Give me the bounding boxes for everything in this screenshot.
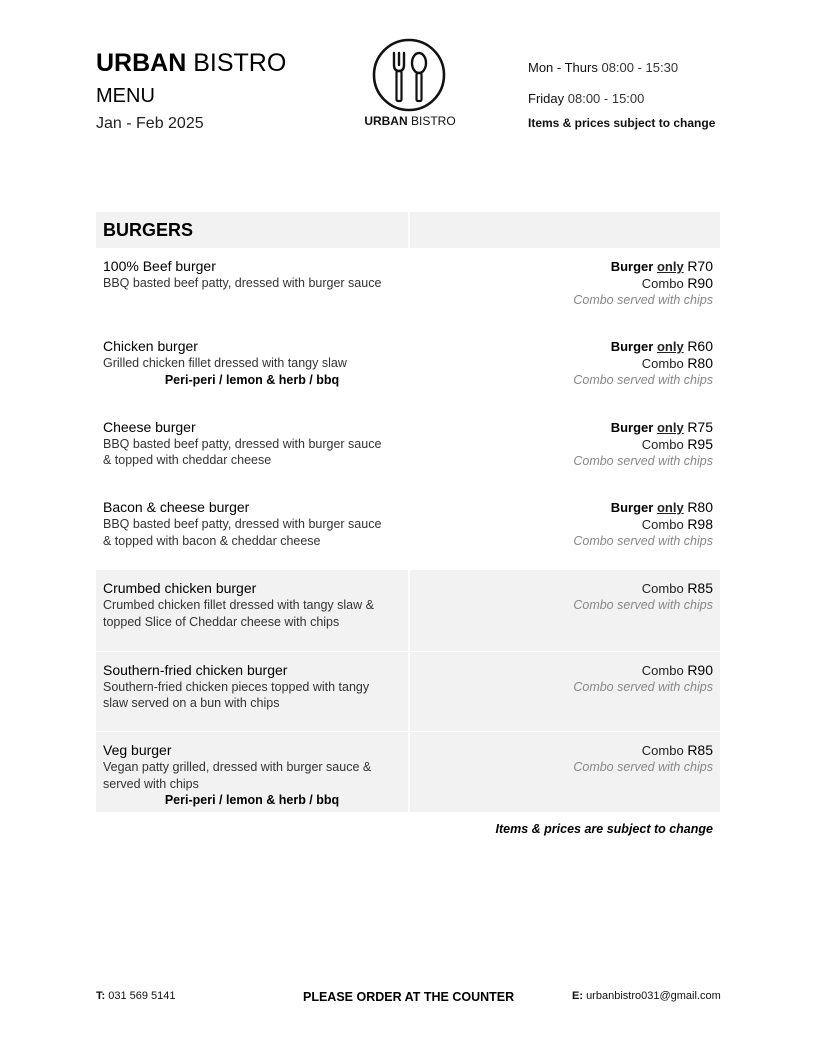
menu-item-row: [96, 248, 720, 328]
hours-time: 08:00 - 15:30: [601, 60, 679, 75]
menu-item-description: Vegan patty grilled, dressed with burger sauce &: [103, 760, 372, 775]
combo-price-line: [415, 275, 713, 292]
table-price-note: Items & prices are subject to change: [495, 822, 713, 836]
menu-item-description-cont: & topped with bacon & cheddar cheese: [103, 533, 321, 548]
email-label: E:: [572, 990, 583, 1002]
brand-title-rest: BISTRO: [193, 49, 287, 77]
combo-label: Combo: [641, 581, 684, 597]
combo-price: R80: [687, 355, 713, 371]
menu-item-prices: [408, 570, 720, 651]
menu-item-prices: [408, 489, 720, 570]
menu-item-description-cont: topped Slice of Cheddar cheese with chips: [103, 614, 340, 629]
menu-item-prices: [408, 732, 720, 812]
menu-item-row: [96, 651, 720, 732]
combo-price: R85: [687, 580, 713, 597]
menu-item-description: Southern-fried chicken pieces topped with tangy: [103, 679, 370, 694]
phone-label: T:: [96, 990, 106, 1002]
menu-item-name: Bacon & cheese burger: [103, 499, 250, 516]
combo-price: R95: [687, 435, 713, 452]
combo-note: Combo served with chips: [573, 598, 713, 613]
burger-label: Burger: [610, 339, 654, 354]
menu-item-row: [96, 731, 720, 812]
section-header: [96, 212, 720, 248]
menu-item-prices: [408, 248, 720, 328]
footer-order-note: PLEASE ORDER AT THE COUNTER: [303, 990, 515, 1004]
only-label: only: [656, 419, 684, 435]
menu-item-description-cont: slaw served on a bun with chips: [103, 696, 280, 711]
menu-item-row: [96, 489, 720, 570]
burger-price: R60: [687, 338, 713, 354]
menu-item-description-cont: & topped with cheddar cheese: [103, 453, 272, 468]
burger-label: Burger: [610, 500, 654, 516]
menu-item-name: Southern-fried chicken burger: [103, 661, 288, 678]
menu-item-description: BBQ basted beef patty, dressed with burger sauce: [103, 517, 382, 532]
footer-email: [572, 990, 721, 1002]
opening-hours: [528, 60, 715, 130]
menu-item-description: BBQ basted beef patty, dressed with burger sauce: [103, 276, 382, 290]
logo-text-bold: URBAN: [364, 114, 408, 128]
burger-price: R75: [687, 418, 713, 435]
menu-item-name: Crumbed chicken burger: [103, 580, 257, 597]
burger-price: R80: [687, 499, 713, 516]
menu-item-info: [96, 570, 408, 651]
menu-item-options: Peri-peri / lemon & herb / bbq: [164, 793, 340, 808]
combo-price-line: [415, 516, 713, 533]
logo: [360, 38, 460, 130]
combo-note: Combo served with chips: [573, 679, 713, 694]
hours-row-weekdays: [528, 60, 715, 76]
logo-text-rest: BISTRO: [411, 114, 456, 128]
combo-label: Combo: [641, 662, 684, 678]
menu-item-options: Peri-peri / lemon & herb / bbq: [164, 372, 340, 387]
combo-label: Combo: [641, 517, 684, 533]
menu-item-name: Veg burger: [103, 742, 172, 759]
burger-only-price: [415, 258, 713, 275]
menu-item-info: [96, 248, 408, 328]
menu-item-row: [96, 328, 720, 409]
logo-text: [360, 114, 460, 128]
brand-title-bold: URBAN: [96, 49, 187, 77]
menu-item-info: [96, 732, 408, 812]
combo-price-line: [417, 580, 713, 597]
combo-price: R85: [687, 742, 713, 759]
only-label: only: [656, 339, 684, 354]
combo-note: Combo served with chips: [573, 534, 713, 549]
menu-item-description: BBQ basted beef patty, dressed with burger sauce: [103, 436, 382, 451]
combo-label: Combo: [641, 276, 684, 291]
menu-label: MENU: [96, 85, 155, 107]
hours-days: Friday: [528, 91, 565, 106]
footer-phone: [96, 990, 176, 1002]
menu-item-prices: [408, 328, 720, 409]
combo-note: Combo served with chips: [573, 373, 713, 387]
combo-price-line: [415, 436, 713, 453]
combo-note: Combo served with chips: [573, 293, 713, 307]
combo-price-line: [417, 742, 713, 759]
menu-item-description-cont: served with chips: [103, 776, 199, 791]
combo-label: Combo: [641, 356, 684, 371]
menu-item-row: [96, 409, 720, 490]
combo-price-line: [415, 355, 713, 372]
burger-price: R70: [687, 258, 713, 274]
combo-label: Combo: [641, 436, 684, 452]
burger-label: Burger: [610, 259, 654, 274]
burger-only-price: [415, 419, 713, 436]
combo-price: R90: [687, 275, 713, 291]
menu-item-name: Cheese burger: [103, 418, 196, 435]
combo-note: Combo served with chips: [573, 760, 713, 775]
hours-days: Mon - Thurs: [528, 60, 598, 75]
header-price-note: Items & prices subject to change: [528, 116, 716, 130]
burger-only-price: [415, 499, 713, 516]
menu-item-name: 100% Beef burger: [103, 258, 216, 274]
header-brand-block: [96, 48, 286, 134]
section-title: BURGERS: [103, 220, 194, 240]
email-address: urbanbistro031@gmail.com: [586, 990, 721, 1002]
burger-only-price: [415, 338, 713, 355]
brand-title: [96, 48, 286, 78]
only-label: only: [656, 259, 684, 274]
menu-item-info: [96, 409, 408, 490]
menu-item-prices: [408, 409, 720, 490]
menu-item-info: [96, 652, 408, 732]
menu-item-info: [96, 489, 408, 570]
burger-label: Burger: [610, 419, 654, 435]
menu-item-row: [96, 570, 720, 651]
only-label: only: [656, 500, 684, 516]
hours-row-friday: [528, 91, 715, 107]
fork-spoon-logo-icon: [372, 38, 446, 112]
menu-item-description: Crumbed chicken fillet dressed with tangy slaw &: [103, 598, 374, 613]
menu-table-burgers: [96, 212, 720, 812]
phone-number: 031 569 5141: [108, 990, 176, 1002]
combo-price: R90: [687, 661, 713, 678]
combo-price-line: [417, 662, 713, 679]
menu-item-description: Grilled chicken fillet dressed with tangy slaw: [103, 356, 347, 370]
combo-label: Combo: [641, 743, 684, 759]
menu-period: Jan - Feb 2025: [96, 115, 204, 132]
combo-note: Combo served with chips: [573, 453, 713, 468]
menu-item-name: Chicken burger: [103, 338, 198, 354]
menu-item-info: [96, 328, 408, 409]
hours-time: 08:00 - 15:00: [567, 91, 645, 106]
section-header-spacer: [408, 212, 720, 248]
menu-item-prices: [408, 652, 720, 732]
combo-price: R98: [687, 516, 713, 533]
